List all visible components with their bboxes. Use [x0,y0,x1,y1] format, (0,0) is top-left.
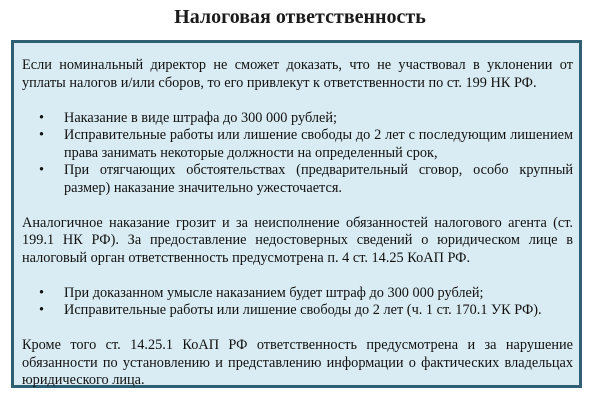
list-item-text: Наказание в виде штрафа до 300 000 рублей; [64,109,337,126]
list-item-text: Исправительные работы или лишение свободы до 2 лет (ч. 1 ст. 170.1 УК РФ). [64,302,542,318]
list-item [22,302,573,320]
list-item [22,110,573,128]
bullet-icon: • [39,302,45,318]
info-box-content [22,57,573,390]
list-item-text: Исправительные работы или лишение свободы до 2 лет с последующим лишением права занимать некоторые должности на определенный срок, [64,127,573,161]
bullet-icon: • [39,162,45,178]
list-item [22,285,573,303]
penalty-list [22,110,573,198]
list-item-text: При доказанном умысле наказанием будет штраф до 300 000 рублей; [64,284,484,301]
bullet-icon: • [39,127,45,143]
list-item [22,162,573,197]
list-item-text: При отягчающих обстоятельствах (предварительный сговор, особо крупный размер) наказание значительно ужесточается. [64,162,573,196]
spacer [22,320,573,338]
closing-paragraph: Кроме того ст. 14.25.1 КоАП РФ ответственность предусмотрена и за нарушение обязанности по установлению и представлению информации о фактических владельцах юридического лица. [22,337,573,388]
spacer [22,267,573,285]
list-item [22,127,573,162]
page-title: Налоговая ответственность [174,6,426,28]
spacer [22,92,573,110]
bullet-icon: • [39,109,45,126]
bullet-icon: • [39,284,45,301]
agent-paragraph: Аналогичное наказание грозит и за неисполнение обязанностей налогового агента (ст. 199.1 НК РФ). За предоставление недостоверных сведений о юридическом лице в налоговый орган ответственность предусмотрена п. 4 ст. 14.25 КоАП РФ. [22,214,573,266]
info-box [11,40,582,388]
fraud-penalty-list [22,285,573,320]
intro-paragraph: Если номинальный директор не сможет доказать, что не участвовал в уклонении от уплаты налогов и/или сборов, то его привлекут к ответственности по ст. 199 НК РФ. [22,57,573,91]
spacer [22,197,573,215]
